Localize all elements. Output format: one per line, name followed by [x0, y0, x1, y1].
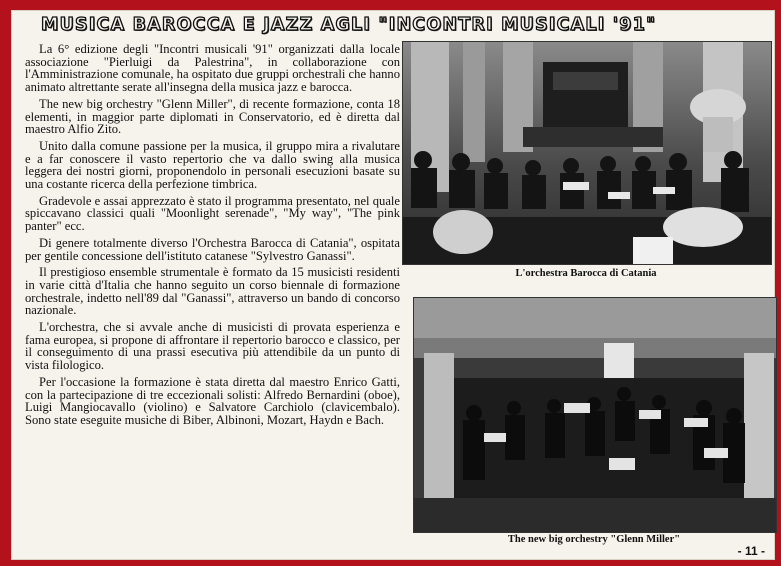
- photo-baroque-orchestra: [402, 41, 772, 265]
- article-paragraph: La 6° edizione degli "Incontri musicali '91" organizzati dalla locale associazione "Pierluigi da Palestrina", in collaborazione con l'Amministrazione comunale, ha ospitato due gruppi orchestrali che hanno animato altrettante serate all'insegna della musica jazz e barocca.: [25, 42, 400, 95]
- newspaper-clipping: [11, 10, 775, 560]
- baroque-orchestra-image: [403, 42, 771, 264]
- photo-caption: L'orchestra Barocca di Catania: [515, 268, 657, 279]
- article-paragraph: L'orchestra, che si avvale anche di musicisti di provata esperienza e fama europea, si propone di affrontare il repertorio barocco e classico, per il conseguimento di una prassi esecutiva più attendibile da un punto di vista filologico.: [25, 320, 400, 373]
- article-paragraph: Unito dalla comune passione per la musica, il gruppo mira a rivalutare e a far conoscere il vasto repertorio che va dallo swing alla musica leggera dei nostri giorni, proponendolo in personali esecuzioni basate su una costante ricerca della perfezione timbrica.: [25, 138, 400, 192]
- article-body: [25, 43, 400, 558]
- article-paragraph: Il prestigioso ensemble strumentale è formato da 15 musicisti residenti in varie città d'Italia che hanno seguito un corso biennale di formazione orchestrale, indetto nell'89 dal "Ganassi", attraverso un bando di concorso nazionale.: [25, 265, 400, 318]
- article-paragraph: Di genere totalmente diverso l'Orchestra Barocca di Catania", ospitata per gentile concessione dell'istituto catanese "Sylvestro Ganassi".: [25, 235, 400, 263]
- article-paragraph: Per l'occasione la formazione è stata diretta dal maestro Enrico Gatti, con la partecipazione di tre eccezionali solisti: Alfredo Bernardini (oboe), Luigi Mangiocavallo (violino) e Salvatore Carchiolo (clavicembalo). Sono state eseguite musiche di Biber, Albinoni, Mozart, Haydn e Bach.: [25, 374, 400, 427]
- article-headline: MUSICA BAROCCA E JAZZ AGLI "INCONTRI MUSICALI '91": [41, 15, 657, 35]
- article-paragraph: The new big orchestry "Glenn Miller", di recente formazione, conta 18 elementi, in maggior parte diplomati in Conservatorio, ed è diretta dal maestro Alfio Zito.: [25, 96, 400, 137]
- photo-big-band: [413, 297, 777, 533]
- big-band-image: [414, 298, 776, 532]
- photo-caption: The new big orchestry "Glenn Miller": [507, 534, 681, 545]
- page-number: - 11 -: [737, 544, 765, 558]
- article-paragraph: Gradevole e assai apprezzato è stato il programma presentato, nel quale spiccavano classici quali "Moonlight serenade", "My way", "The pink panter" ecc.: [25, 193, 400, 234]
- page-border: [3, 3, 778, 563]
